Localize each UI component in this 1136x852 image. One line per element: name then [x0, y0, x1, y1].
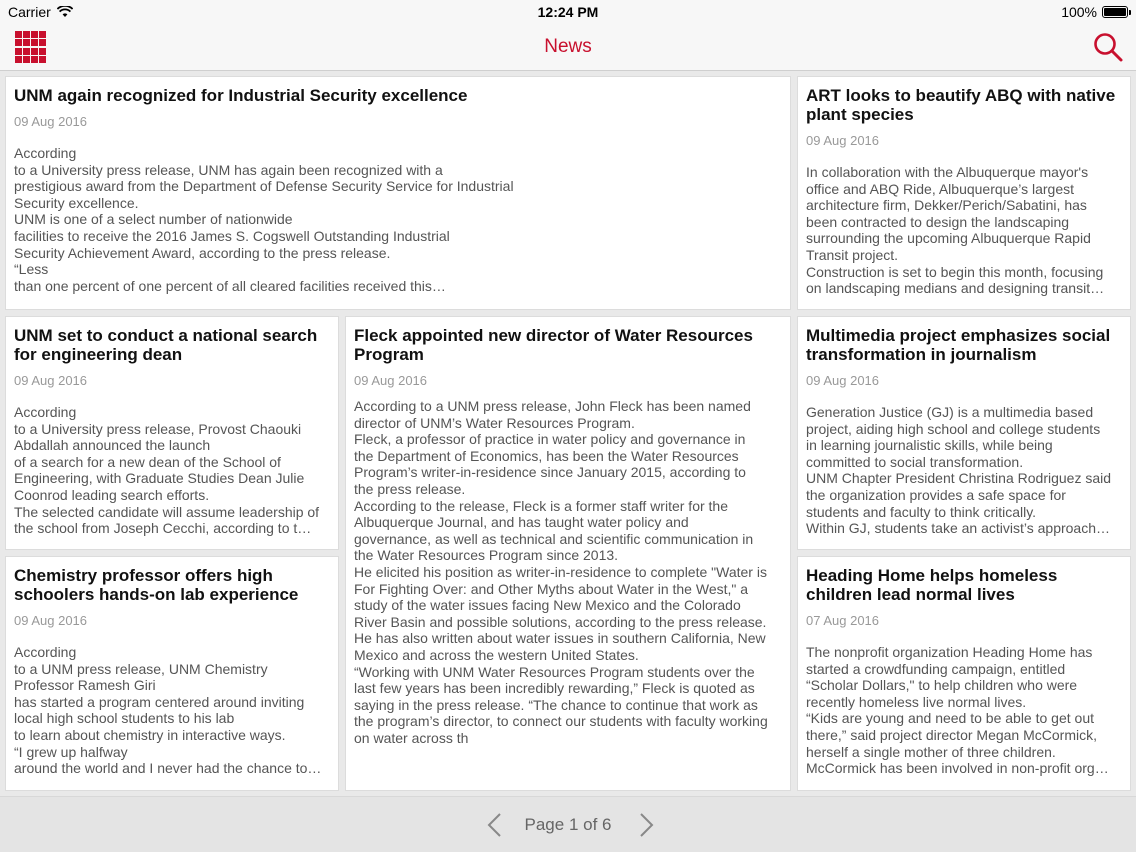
news-card-title: Multimedia project emphasizes social transformation in journalism	[806, 326, 1111, 364]
news-card-body: According to a UNM press release, John Fleck has been named director of UNM’s Water Resources Program. Fleck, a professor of practice in water policy and governance in the Department of Economics, has been the Water Resources Program’s writer-in-residence since January 2015, according to the press release. According to the release, Fleck is a former staff writer for the Albuquerque Journal, and has taught water policy and governance, as well as technical and scientific communication in the Water Resources Program since 2013. He elicited his position as writer-in-residence to complete "Water is For Fighting Over: and Other Myths about Water in the West," a study of the water issues facing New Mexico and the Colorado River Basin and possible solutions, according to the press release. He has also written about water issues in southern California, New Mexico and across the western United States. “Working with UNM Water Resources Program students over the last few years has been incredibly rewarding,” Fleck is quoted as saying in the press release. “The chance to continue that work as the program’s director, to connect our students with faculty working on water across th	[354, 398, 768, 746]
news-card[interactable]	[5, 316, 339, 550]
battery-icon	[1102, 6, 1128, 18]
news-card-date: 09 Aug 2016	[14, 613, 88, 628]
news-card-title: UNM again recognized for Industrial Security excellence	[14, 86, 468, 105]
news-card-title: Chemistry professor offers high schoolers hands-on lab experience	[14, 566, 299, 604]
news-card-date: 09 Aug 2016	[354, 373, 428, 388]
news-card[interactable]	[5, 76, 791, 310]
news-card-body: According to a UNM press release, UNM Chemistry Professor Ramesh Giri has started a program centered around inviting local high school students to his lab to learn about chemistry in interactive ways. “I grew up halfway around the world and I never had the chance to…	[14, 644, 322, 777]
news-card[interactable]	[797, 76, 1131, 310]
status-time: 12:24 PM	[537, 4, 599, 20]
news-card[interactable]	[797, 556, 1131, 791]
carrier-label: Carrier	[8, 4, 51, 20]
status-bar	[0, 0, 1136, 24]
battery-percent: 100%	[1061, 4, 1097, 20]
news-card-title: Fleck appointed new director of Water Resources Program	[354, 326, 753, 364]
news-card-body: The nonprofit organization Heading Home has started a crowdfunding campaign, entitled “Scholar Dollars," to help children who were recently homeless live normal lives. “Kids are young and need to be able to get out there,” said project director Megan McCormick, herself a single mother of three children. McCormick has been involved in non-profit org…	[806, 644, 1109, 777]
news-card-title: Heading Home helps homeless children lead normal lives	[806, 566, 1058, 604]
news-card-date: 09 Aug 2016	[806, 373, 880, 388]
news-card-date: 09 Aug 2016	[14, 373, 88, 388]
news-card-body: Generation Justice (GJ) is a multimedia based project, aiding high school and college students in learning journalistic skills, while being committed to social transformation. UNM Chapter President Christina Rodriguez said the organization provides a safe space for students and faculty to think critically. Within GJ, students take an activist’s approach…	[806, 404, 1112, 537]
chevron-right-icon[interactable]	[635, 812, 657, 838]
news-card-body: According to a University press release, UNM has again been recognized with a prestigious award from the Department of Defense Security Service for Industrial Security excellence. UNM is one of a select number of nationwide facilities to receive the 2016 James S. Cogswell Outstanding Industrial Security Achievement Award, according to the press release. “Less than one percent of one percent of all cleared facilities received this…	[14, 145, 514, 294]
page-indicator: Page 1 of 6	[524, 815, 612, 834]
news-card-title: ART looks to beautify ABQ with native plant species	[806, 86, 1116, 124]
news-card[interactable]	[797, 316, 1131, 550]
page-title: News	[544, 36, 592, 57]
news-card-body: According to a University press release, Provost Chaouki Abdallah announced the launch of a search for a new dean of the School of Engineering, with Graduate Studies Dean Julie Coonrod leading search efforts. The selected candidate will assume leadership of the school from Joseph Cecchi, according to t…	[14, 404, 320, 537]
news-card-title: UNM set to conduct a national search for engineering dean	[14, 326, 318, 364]
pagination-bar	[0, 796, 1136, 852]
news-card-date: 09 Aug 2016	[806, 133, 880, 148]
nav-bar	[0, 24, 1136, 71]
search-icon[interactable]	[1092, 31, 1124, 63]
news-card-date: 07 Aug 2016	[806, 613, 880, 628]
battery-group	[1061, 4, 1128, 20]
news-card-body: In collaboration with the Albuquerque mayor's office and ABQ Ride, Albuquerque’s largest architecture firm, Dekker/Perich/Sabatini, has been contracted to design the landscaping surrounding the upcoming Albuquerque Rapid Transit project. Construction is set to begin this month, focusing on landscaping medians and designing transit…	[806, 164, 1105, 297]
news-card-date: 09 Aug 2016	[14, 114, 88, 129]
news-card[interactable]	[345, 316, 791, 791]
news-card[interactable]	[5, 556, 339, 791]
